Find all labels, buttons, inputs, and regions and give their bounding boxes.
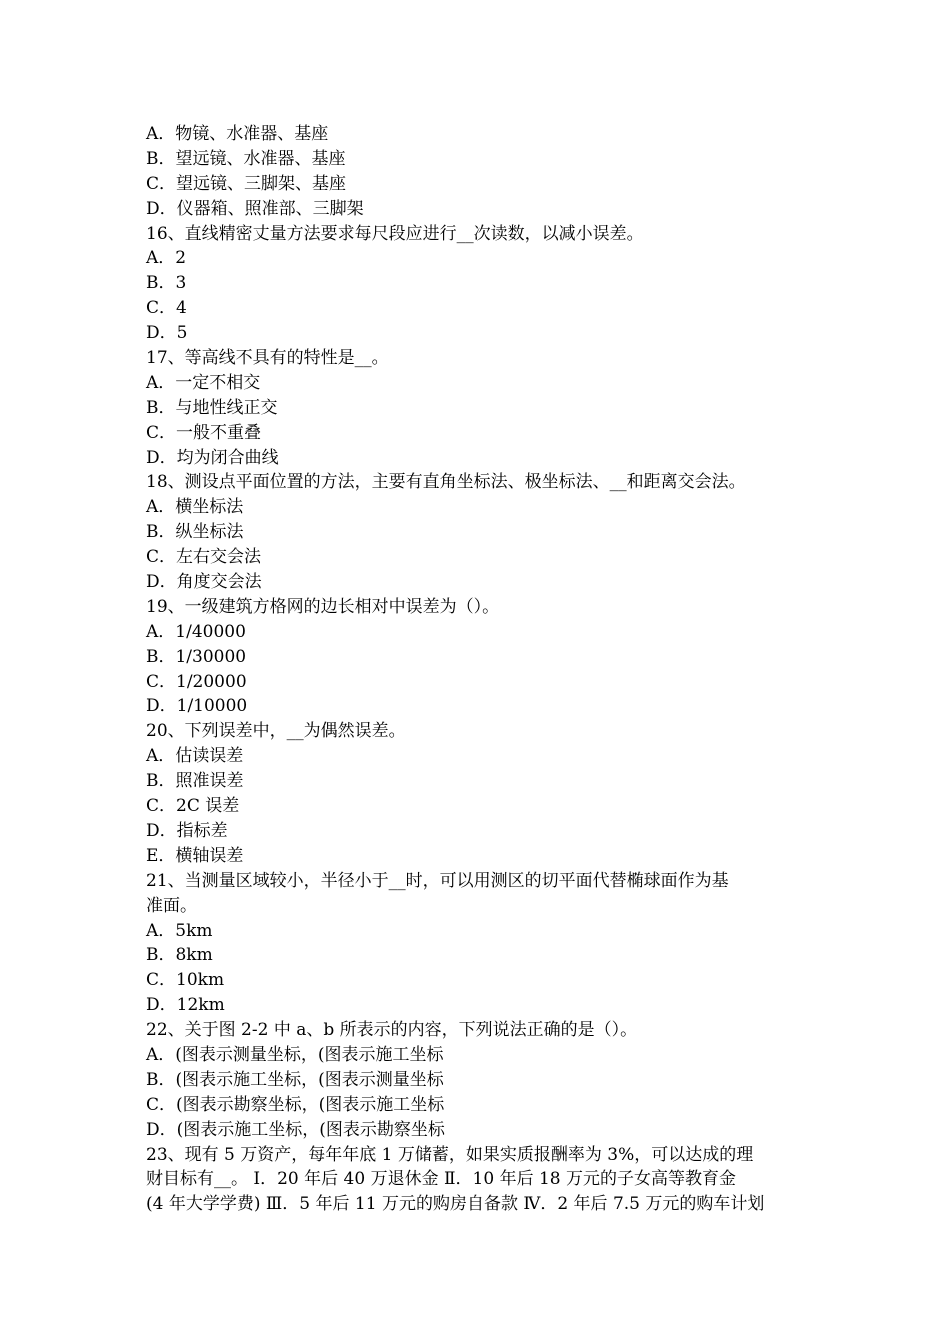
question-line: (4 年大学学费) Ⅲ．5 年后 11 万元的购房自备款 Ⅳ．2 年后 7.5 万元的购车计划	[146, 1194, 765, 1215]
option-line: C．左右交会法	[146, 547, 262, 568]
option-line: B．望远镜、水准器、基座	[146, 148, 346, 169]
question-line: 财目标有__。 Ⅰ．20 年后 40 万退休金 Ⅱ．10 年后 18 万元的子女高等教育金	[146, 1169, 737, 1190]
option-line: D．12km	[146, 995, 225, 1016]
option-line: B．8km	[146, 945, 213, 966]
option-line: A．5km	[146, 920, 213, 941]
question-line: 18、测设点平面位置的方法，主要有直角坐标法、极坐标法、__和距离交会法。	[146, 472, 746, 493]
option-line: B．(图表示施工坐标，(图表示测量坐标	[146, 1069, 444, 1090]
question-line: 16、直线精密丈量方法要求每尺段应进行__次读数，以减小误差。	[146, 223, 644, 244]
option-line: A．一定不相交	[146, 372, 261, 393]
option-line: A．物镜、水准器、基座	[146, 124, 329, 144]
option-line: B．与地性线正交	[146, 397, 278, 418]
option-line: D．角度交会法	[146, 572, 262, 593]
option-line: D．1/10000	[146, 696, 248, 717]
question-line: 19、一级建筑方格网的边长相对中误差为（）。	[146, 596, 500, 617]
option-line: A．估读误差	[146, 746, 244, 767]
question-line: 21、当测量区域较小，半径小于__时，可以用测区的切平面代替椭球面作为基	[146, 870, 729, 891]
option-line: D．均为闭合曲线	[146, 447, 279, 468]
option-line: B．3	[146, 273, 187, 294]
option-line: A．横坐标法	[146, 497, 244, 518]
question-line: 20、下列误差中，__为偶然误差。	[146, 721, 406, 742]
option-line: C．1/20000	[146, 671, 247, 692]
option-line: D．(图表示施工坐标，(图表示勘察坐标	[146, 1119, 445, 1140]
option-line: D．仪器箱、照准部、三脚架	[146, 198, 364, 219]
option-line: B．1/30000	[146, 646, 247, 667]
option-line: C．4	[146, 298, 187, 319]
option-line: E．横轴误差	[146, 845, 244, 866]
question-line: 17、等高线不具有的特性是__。	[146, 348, 389, 369]
option-line: D．指标差	[146, 820, 228, 841]
question-line: 22、关于图 2-2 中 a、b 所表示的内容，下列说法正确的是（）。	[146, 1020, 638, 1041]
option-line: D．5	[146, 323, 188, 344]
option-line: A．(图表示测量坐标，(图表示施工坐标	[146, 1044, 444, 1065]
question-line: 23、现有 5 万资产，每年年底 1 万储蓄，如果实质报酬率为 3%，可以达成的理	[146, 1144, 754, 1165]
option-line: A．2	[146, 248, 187, 269]
option-line: B．照准误差	[146, 771, 244, 792]
document-page	[146, 122, 816, 1217]
option-line: C．望远镜、三脚架、基座	[146, 173, 347, 194]
option-line: C．10km	[146, 970, 225, 991]
option-line: C．2C 误差	[146, 796, 240, 817]
option-line: C．一般不重叠	[146, 422, 262, 443]
option-line: A．1/40000	[146, 621, 246, 642]
question-line: 准面。	[146, 895, 197, 916]
option-line: C．(图表示勘察坐标，(图表示施工坐标	[146, 1094, 445, 1115]
option-line: B．纵坐标法	[146, 522, 244, 543]
